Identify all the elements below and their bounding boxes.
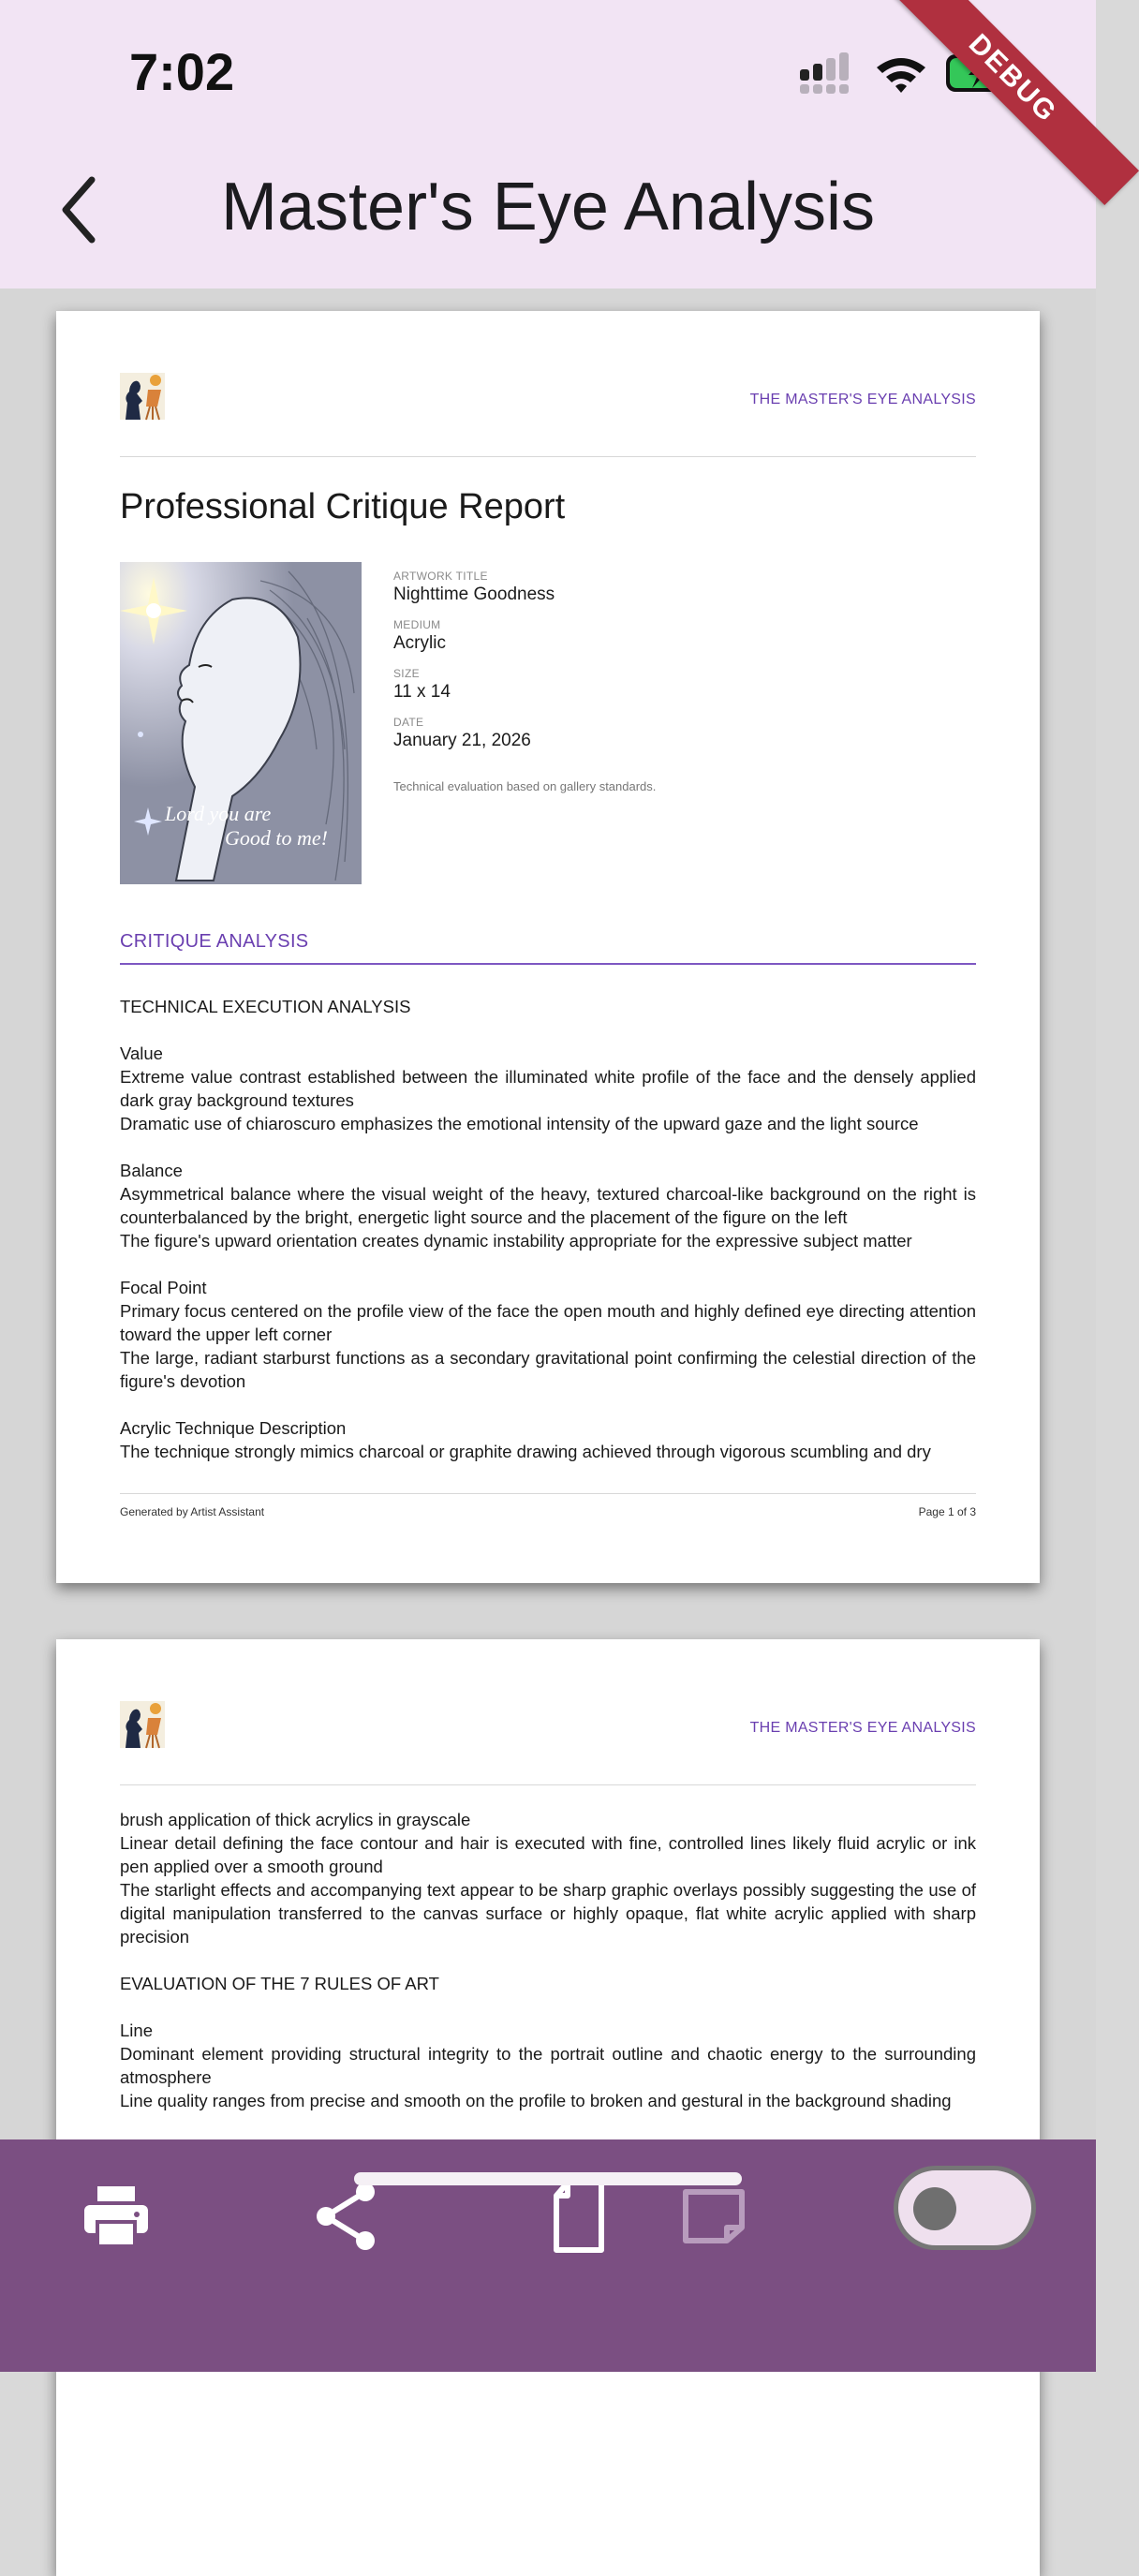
critique-paragraph: Balance xyxy=(120,1161,183,1180)
critique-paragraph: brush application of thick acrylics in grayscale xyxy=(120,1810,471,1829)
critique-paragraph: The large, radiant starburst functions as a secondary gravitational point confirming the celestial direction of the figure's devotion xyxy=(120,1348,976,1391)
page-header xyxy=(120,1701,976,1785)
paragraph-spacer xyxy=(120,1995,976,2019)
header-brand: THE MASTER'S EYE ANALYSIS xyxy=(749,392,976,407)
critique-paragraph: Acrylic Technique Description xyxy=(120,1418,347,1438)
footer-page-number: Page 1 of 3 xyxy=(918,1505,976,1518)
meta-value-title: Nighttime Goodness xyxy=(393,585,555,604)
landscape-page-icon[interactable] xyxy=(676,2179,751,2254)
critique-paragraph: Focal Point xyxy=(120,1278,207,1297)
paragraph-spacer xyxy=(120,2112,976,2136)
critique-paragraph: Asymmetrical balance where the visual weight of the heavy, textured charcoal-like background on the right is counterbalanced by the bright, energetic light source and the placement of the figure on the left xyxy=(120,1184,976,1227)
critique-paragraph: Value xyxy=(120,1044,163,1063)
critique-paragraph: Primary focus centered on the profile view of the face the open mouth and highly defined eye directing attention toward the upper left corner xyxy=(120,1301,976,1344)
meta-note: Technical evaluation based on gallery standards. xyxy=(393,779,657,793)
cellular-signal-icon xyxy=(800,52,849,94)
critique-paragraph: TECHNICAL EXECUTION ANALYSIS xyxy=(120,997,411,1016)
critique-paragraph: Dominant element providing structural integrity to the portrait outline and chaotic energy to the surrounding atmosphere xyxy=(120,2044,976,2087)
meta-label-title: ARTWORK TITLE xyxy=(393,570,488,583)
artwork-caption-line2: Good to me! xyxy=(225,826,328,850)
pdf-page-2 xyxy=(56,1639,1040,2576)
artwork-metadata xyxy=(393,570,955,793)
section-title: CRITIQUE ANALYSIS xyxy=(120,931,976,965)
meta-label-size: SIZE xyxy=(393,667,420,680)
critique-paragraph: The technique strongly mimics charcoal or graphite drawing achieved through vigorous scumbling and dry xyxy=(120,1442,931,1461)
critique-paragraph: Dramatic use of chiaroscuro emphasizes the emotional intensity of the upward gaze and the light source xyxy=(120,1114,919,1133)
status-time: 7:02 xyxy=(129,42,235,101)
meta-label-date: DATE xyxy=(393,716,424,729)
paragraph-spacer xyxy=(120,1948,976,1972)
print-icon[interactable] xyxy=(79,2179,154,2254)
pdf-page-1 xyxy=(56,311,1040,1583)
header-brand: THE MASTER'S EYE ANALYSIS xyxy=(749,1720,976,1736)
wifi-icon xyxy=(877,58,925,93)
view-mode-toggle[interactable] xyxy=(894,2166,1036,2250)
portrait-page-icon[interactable] xyxy=(543,2179,618,2254)
critique-text-page1 xyxy=(120,995,976,1491)
toggle-knob xyxy=(913,2187,956,2230)
artwork-caption: Lord you are xyxy=(165,802,272,825)
critique-paragraph: Linear detail defining the face contour and hair is executed with fine, controlled lines likely fluid acrylic or ink pen applied over a smooth ground xyxy=(120,1833,976,1876)
debug-banner: DEBUG xyxy=(886,0,1139,205)
paragraph-spacer xyxy=(120,1393,976,1416)
artist-logo-icon xyxy=(120,1701,165,1748)
artwork-image xyxy=(120,562,362,884)
page-title: Master's Eye Analysis xyxy=(221,170,875,244)
critique-paragraph: EVALUATION OF THE 7 RULES OF ART xyxy=(120,1974,439,1993)
report-title: Professional Critique Report xyxy=(120,487,566,526)
share-icon[interactable] xyxy=(309,2179,384,2254)
paragraph-spacer xyxy=(120,1135,976,1159)
meta-value-size: 11 x 14 xyxy=(393,682,451,702)
meta-label-medium: MEDIUM xyxy=(393,618,441,631)
page-header xyxy=(120,373,976,457)
critique-paragraph: Line quality ranges from precise and smooth on the profile to broken and gestural in the background shading xyxy=(120,2091,952,2110)
home-indicator[interactable] xyxy=(354,2172,742,2185)
footer-generator: Generated by Artist Assistant xyxy=(120,1505,265,1518)
app-bar xyxy=(0,0,1096,289)
paragraph-spacer xyxy=(120,1018,976,1042)
meta-value-medium: Acrylic xyxy=(393,633,446,653)
pdf-viewer[interactable] xyxy=(0,289,1096,2139)
paragraph-spacer xyxy=(120,1252,976,1276)
critique-paragraph: The figure's upward orientation creates dynamic instability appropriate for the expressive subject matter xyxy=(120,1231,912,1251)
artist-logo-icon xyxy=(120,373,165,420)
critique-paragraph: The starlight effects and accompanying text appear to be sharp graphic overlays possibly suggesting the use of digital manipulation transferred to the canvas surface or highly opaque, flat white acrylic applied with sharp precision xyxy=(120,1880,976,1947)
meta-value-date: January 21, 2026 xyxy=(393,731,531,750)
critique-paragraph: Line xyxy=(120,2021,153,2040)
page-footer xyxy=(120,1493,976,1531)
critique-paragraph: Extreme value contrast established between the illuminated white profile of the face and the densely applied dark gray background textures xyxy=(120,1067,976,1110)
